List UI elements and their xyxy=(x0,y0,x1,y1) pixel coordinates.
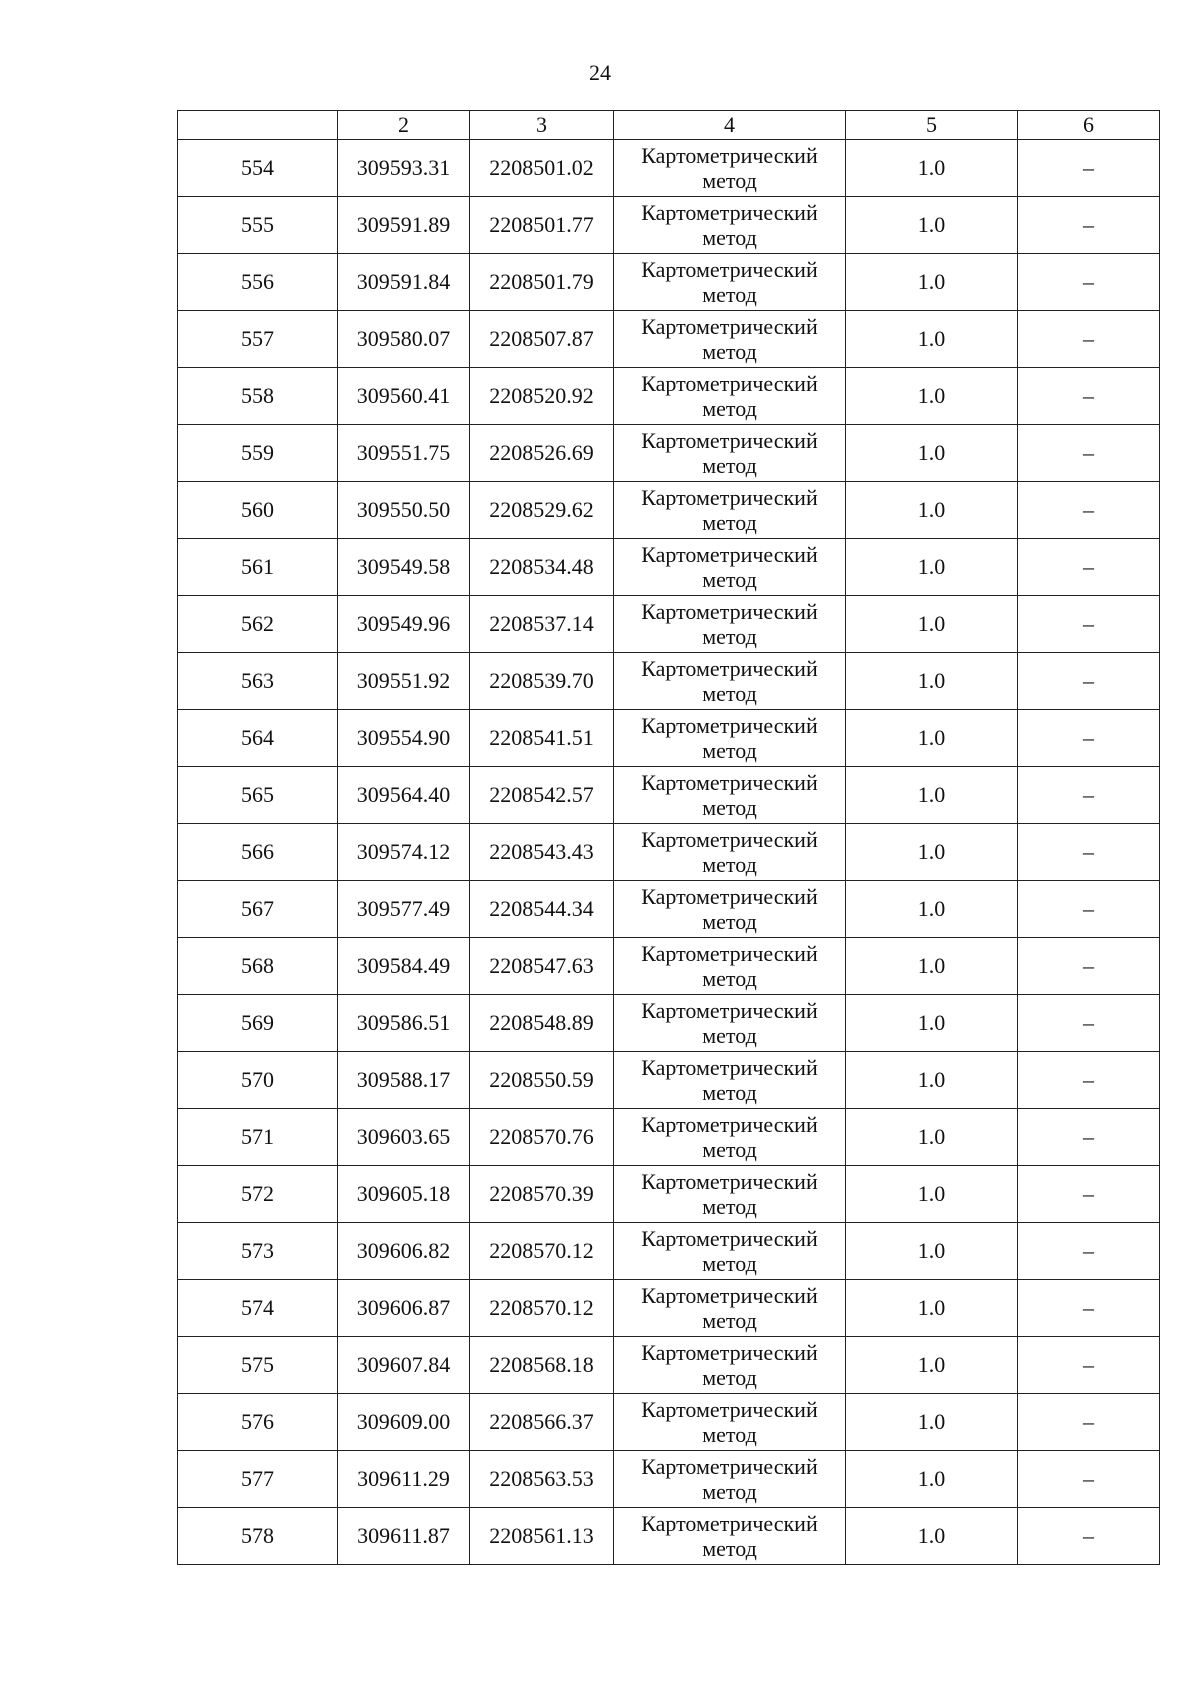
x-coordinate-cell: 309574.12 xyxy=(338,824,470,881)
header-cell-1 xyxy=(178,111,338,140)
method-line-1: Картометрический xyxy=(641,827,818,852)
table-row xyxy=(178,539,1160,596)
y-coordinate-cell: 2208501.02 xyxy=(470,140,614,197)
accuracy-cell: 1.0 xyxy=(846,938,1018,995)
method-line-1: Картометрический xyxy=(641,1283,818,1308)
method-line-2: метод xyxy=(702,681,757,706)
accuracy-cell: 1.0 xyxy=(846,653,1018,710)
description-cell: – xyxy=(1018,824,1160,881)
x-coordinate-cell: 309609.00 xyxy=(338,1394,470,1451)
y-coordinate-cell: 2208526.69 xyxy=(470,425,614,482)
description-cell: – xyxy=(1018,539,1160,596)
method-cell xyxy=(614,653,846,710)
description-cell: – xyxy=(1018,653,1160,710)
point-number-cell: 575 xyxy=(178,1337,338,1394)
table-row xyxy=(178,710,1160,767)
x-coordinate-cell: 309584.49 xyxy=(338,938,470,995)
accuracy-cell: 1.0 xyxy=(846,824,1018,881)
accuracy-cell: 1.0 xyxy=(846,881,1018,938)
y-coordinate-cell: 2208568.18 xyxy=(470,1337,614,1394)
method-line-1: Картометрический xyxy=(641,656,818,681)
method-line-1: Картометрический xyxy=(641,884,818,909)
description-cell: – xyxy=(1018,1109,1160,1166)
table-row xyxy=(178,482,1160,539)
table-row xyxy=(178,254,1160,311)
y-coordinate-cell: 2208534.48 xyxy=(470,539,614,596)
point-number-cell: 563 xyxy=(178,653,338,710)
method-cell xyxy=(614,995,846,1052)
method-line-2: метод xyxy=(702,1194,757,1219)
table-row xyxy=(178,197,1160,254)
description-cell: – xyxy=(1018,425,1160,482)
description-cell: – xyxy=(1018,596,1160,653)
method-line-1: Картометрический xyxy=(641,143,818,168)
point-number-cell: 570 xyxy=(178,1052,338,1109)
y-coordinate-cell: 2208570.76 xyxy=(470,1109,614,1166)
x-coordinate-cell: 309586.51 xyxy=(338,995,470,1052)
y-coordinate-cell: 2208570.12 xyxy=(470,1223,614,1280)
x-coordinate-cell: 309551.75 xyxy=(338,425,470,482)
method-line-1: Картометрический xyxy=(641,1340,818,1365)
x-coordinate-cell: 309549.96 xyxy=(338,596,470,653)
table-row xyxy=(178,596,1160,653)
accuracy-cell: 1.0 xyxy=(846,1394,1018,1451)
point-number-cell: 561 xyxy=(178,539,338,596)
x-coordinate-cell: 309580.07 xyxy=(338,311,470,368)
table-row xyxy=(178,1394,1160,1451)
description-cell: – xyxy=(1018,1508,1160,1565)
y-coordinate-cell: 2208539.70 xyxy=(470,653,614,710)
x-coordinate-cell: 309606.82 xyxy=(338,1223,470,1280)
method-cell xyxy=(614,482,846,539)
header-cell-6: 6 xyxy=(1018,111,1160,140)
method-cell xyxy=(614,1394,846,1451)
description-cell: – xyxy=(1018,881,1160,938)
description-cell: – xyxy=(1018,1280,1160,1337)
x-coordinate-cell: 309606.87 xyxy=(338,1280,470,1337)
accuracy-cell: 1.0 xyxy=(846,311,1018,368)
point-number-cell: 559 xyxy=(178,425,338,482)
point-number-cell: 554 xyxy=(178,140,338,197)
method-cell xyxy=(614,539,846,596)
y-coordinate-cell: 2208542.57 xyxy=(470,767,614,824)
table-row xyxy=(178,1280,1160,1337)
method-line-2: метод xyxy=(702,909,757,934)
x-coordinate-cell: 309577.49 xyxy=(338,881,470,938)
method-cell xyxy=(614,1052,846,1109)
accuracy-cell: 1.0 xyxy=(846,767,1018,824)
method-line-1: Картометрический xyxy=(641,314,818,339)
point-number-cell: 562 xyxy=(178,596,338,653)
description-cell: – xyxy=(1018,1451,1160,1508)
method-line-1: Картометрический xyxy=(641,1112,818,1137)
accuracy-cell: 1.0 xyxy=(846,596,1018,653)
method-line-2: метод xyxy=(702,1080,757,1105)
method-line-1: Картометрический xyxy=(641,713,818,738)
description-cell: – xyxy=(1018,482,1160,539)
point-number-cell: 577 xyxy=(178,1451,338,1508)
point-number-cell: 568 xyxy=(178,938,338,995)
method-line-1: Картометрический xyxy=(641,371,818,396)
method-line-2: метод xyxy=(702,1536,757,1561)
method-line-2: метод xyxy=(702,1479,757,1504)
y-coordinate-cell: 2208566.37 xyxy=(470,1394,614,1451)
table-row xyxy=(178,995,1160,1052)
x-coordinate-cell: 309611.87 xyxy=(338,1508,470,1565)
accuracy-cell: 1.0 xyxy=(846,539,1018,596)
accuracy-cell: 1.0 xyxy=(846,1508,1018,1565)
method-cell xyxy=(614,1109,846,1166)
point-number-cell: 558 xyxy=(178,368,338,425)
point-number-cell: 557 xyxy=(178,311,338,368)
method-cell xyxy=(614,254,846,311)
x-coordinate-cell: 309591.84 xyxy=(338,254,470,311)
x-coordinate-cell: 309549.58 xyxy=(338,539,470,596)
x-coordinate-cell: 309607.84 xyxy=(338,1337,470,1394)
x-coordinate-cell: 309564.40 xyxy=(338,767,470,824)
x-coordinate-cell: 309605.18 xyxy=(338,1166,470,1223)
method-line-1: Картометрический xyxy=(641,542,818,567)
method-line-2: метод xyxy=(702,624,757,649)
method-line-2: метод xyxy=(702,567,757,592)
accuracy-cell: 1.0 xyxy=(846,1451,1018,1508)
accuracy-cell: 1.0 xyxy=(846,1337,1018,1394)
x-coordinate-cell: 309550.50 xyxy=(338,482,470,539)
method-line-1: Картометрический xyxy=(641,599,818,624)
description-cell: – xyxy=(1018,1394,1160,1451)
accuracy-cell: 1.0 xyxy=(846,1109,1018,1166)
method-line-1: Картометрический xyxy=(641,1169,818,1194)
method-line-1: Картометрический xyxy=(641,1397,818,1422)
method-line-1: Картометрический xyxy=(641,257,818,282)
method-cell xyxy=(614,1166,846,1223)
method-cell xyxy=(614,824,846,881)
y-coordinate-cell: 2208548.89 xyxy=(470,995,614,1052)
table-row xyxy=(178,1166,1160,1223)
point-number-cell: 566 xyxy=(178,824,338,881)
method-cell xyxy=(614,1508,846,1565)
y-coordinate-cell: 2208550.59 xyxy=(470,1052,614,1109)
method-cell xyxy=(614,425,846,482)
point-number-cell: 573 xyxy=(178,1223,338,1280)
y-coordinate-cell: 2208537.14 xyxy=(470,596,614,653)
table-row xyxy=(178,653,1160,710)
method-line-2: метод xyxy=(702,1251,757,1276)
y-coordinate-cell: 2208520.92 xyxy=(470,368,614,425)
accuracy-cell: 1.0 xyxy=(846,197,1018,254)
method-line-2: метод xyxy=(702,168,757,193)
accuracy-cell: 1.0 xyxy=(846,1223,1018,1280)
accuracy-cell: 1.0 xyxy=(846,710,1018,767)
accuracy-cell: 1.0 xyxy=(846,140,1018,197)
method-cell xyxy=(614,767,846,824)
method-cell xyxy=(614,1337,846,1394)
method-cell xyxy=(614,197,846,254)
y-coordinate-cell: 2208563.53 xyxy=(470,1451,614,1508)
description-cell: – xyxy=(1018,938,1160,995)
method-line-2: метод xyxy=(702,852,757,877)
description-cell: – xyxy=(1018,767,1160,824)
x-coordinate-cell: 309551.92 xyxy=(338,653,470,710)
description-cell: – xyxy=(1018,311,1160,368)
point-number-cell: 555 xyxy=(178,197,338,254)
table-row xyxy=(178,1508,1160,1565)
method-line-2: метод xyxy=(702,1308,757,1333)
point-number-cell: 574 xyxy=(178,1280,338,1337)
method-line-1: Картометрический xyxy=(641,485,818,510)
y-coordinate-cell: 2208529.62 xyxy=(470,482,614,539)
x-coordinate-cell: 309560.41 xyxy=(338,368,470,425)
point-number-cell: 567 xyxy=(178,881,338,938)
point-number-cell: 564 xyxy=(178,710,338,767)
method-cell xyxy=(614,311,846,368)
page-number: 24 xyxy=(589,60,611,85)
y-coordinate-cell: 2208561.13 xyxy=(470,1508,614,1565)
table-row xyxy=(178,425,1160,482)
method-line-2: метод xyxy=(702,966,757,991)
point-number-cell: 578 xyxy=(178,1508,338,1565)
description-cell: – xyxy=(1018,197,1160,254)
table-row xyxy=(178,140,1160,197)
x-coordinate-cell: 309554.90 xyxy=(338,710,470,767)
description-cell: – xyxy=(1018,995,1160,1052)
table-row xyxy=(178,1337,1160,1394)
method-cell xyxy=(614,938,846,995)
method-line-2: метод xyxy=(702,1422,757,1447)
coordinates-table xyxy=(177,110,1160,1565)
method-cell xyxy=(614,1280,846,1337)
y-coordinate-cell: 2208547.63 xyxy=(470,938,614,995)
point-number-cell: 569 xyxy=(178,995,338,1052)
x-coordinate-cell: 309591.89 xyxy=(338,197,470,254)
method-line-2: метод xyxy=(702,396,757,421)
method-line-1: Картометрический xyxy=(641,200,818,225)
method-cell xyxy=(614,368,846,425)
y-coordinate-cell: 2208570.12 xyxy=(470,1280,614,1337)
method-line-1: Картометрический xyxy=(641,998,818,1023)
accuracy-cell: 1.0 xyxy=(846,368,1018,425)
accuracy-cell: 1.0 xyxy=(846,1052,1018,1109)
method-cell xyxy=(614,140,846,197)
method-cell xyxy=(614,881,846,938)
method-cell xyxy=(614,1451,846,1508)
method-line-1: Картометрический xyxy=(641,1226,818,1251)
y-coordinate-cell: 2208544.34 xyxy=(470,881,614,938)
table-row xyxy=(178,881,1160,938)
point-number-cell: 556 xyxy=(178,254,338,311)
x-coordinate-cell: 309588.17 xyxy=(338,1052,470,1109)
description-cell: – xyxy=(1018,140,1160,197)
table-row xyxy=(178,767,1160,824)
accuracy-cell: 1.0 xyxy=(846,1280,1018,1337)
method-line-2: метод xyxy=(702,453,757,478)
table-row xyxy=(178,368,1160,425)
table-header-row xyxy=(178,111,1160,140)
description-cell: – xyxy=(1018,710,1160,767)
method-line-1: Картометрический xyxy=(641,770,818,795)
method-line-2: метод xyxy=(702,510,757,535)
table-row xyxy=(178,1109,1160,1166)
y-coordinate-cell: 2208543.43 xyxy=(470,824,614,881)
accuracy-cell: 1.0 xyxy=(846,482,1018,539)
method-line-2: метод xyxy=(702,795,757,820)
method-line-1: Картометрический xyxy=(641,1055,818,1080)
description-cell: – xyxy=(1018,254,1160,311)
table-row xyxy=(178,1223,1160,1280)
method-line-2: метод xyxy=(702,738,757,763)
method-line-1: Картометрический xyxy=(641,428,818,453)
method-line-2: метод xyxy=(702,1365,757,1390)
point-number-cell: 572 xyxy=(178,1166,338,1223)
description-cell: – xyxy=(1018,1337,1160,1394)
method-line-2: метод xyxy=(702,282,757,307)
accuracy-cell: 1.0 xyxy=(846,995,1018,1052)
point-number-cell: 565 xyxy=(178,767,338,824)
y-coordinate-cell: 2208570.39 xyxy=(470,1166,614,1223)
description-cell: – xyxy=(1018,1052,1160,1109)
header-cell-5: 5 xyxy=(846,111,1018,140)
method-line-2: метод xyxy=(702,1137,757,1162)
x-coordinate-cell: 309611.29 xyxy=(338,1451,470,1508)
method-cell xyxy=(614,596,846,653)
table-row xyxy=(178,938,1160,995)
accuracy-cell: 1.0 xyxy=(846,254,1018,311)
accuracy-cell: 1.0 xyxy=(846,1166,1018,1223)
description-cell: – xyxy=(1018,1223,1160,1280)
method-cell xyxy=(614,710,846,767)
table-row xyxy=(178,1451,1160,1508)
x-coordinate-cell: 309593.31 xyxy=(338,140,470,197)
header-cell-2: 2 xyxy=(338,111,470,140)
header-cell-3: 3 xyxy=(470,111,614,140)
method-cell xyxy=(614,1223,846,1280)
description-cell: – xyxy=(1018,368,1160,425)
method-line-2: метод xyxy=(702,225,757,250)
x-coordinate-cell: 309603.65 xyxy=(338,1109,470,1166)
y-coordinate-cell: 2208501.79 xyxy=(470,254,614,311)
table-row xyxy=(178,311,1160,368)
y-coordinate-cell: 2208541.51 xyxy=(470,710,614,767)
accuracy-cell: 1.0 xyxy=(846,425,1018,482)
method-line-1: Картометрический xyxy=(641,1454,818,1479)
y-coordinate-cell: 2208507.87 xyxy=(470,311,614,368)
method-line-2: метод xyxy=(702,1023,757,1048)
table-row xyxy=(178,824,1160,881)
point-number-cell: 571 xyxy=(178,1109,338,1166)
y-coordinate-cell: 2208501.77 xyxy=(470,197,614,254)
method-line-2: метод xyxy=(702,339,757,364)
header-cell-4: 4 xyxy=(614,111,846,140)
table-row xyxy=(178,1052,1160,1109)
method-line-1: Картометрический xyxy=(641,1511,818,1536)
point-number-cell: 576 xyxy=(178,1394,338,1451)
point-number-cell: 560 xyxy=(178,482,338,539)
method-line-1: Картометрический xyxy=(641,941,818,966)
description-cell: – xyxy=(1018,1166,1160,1223)
